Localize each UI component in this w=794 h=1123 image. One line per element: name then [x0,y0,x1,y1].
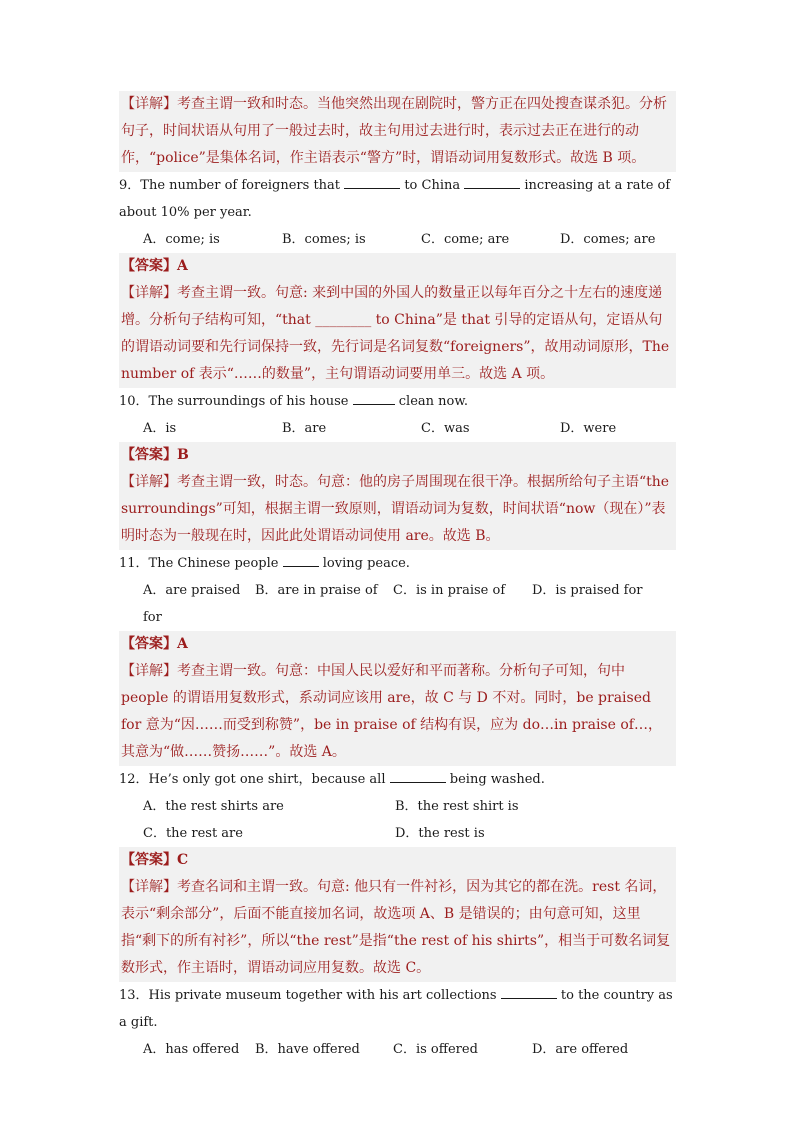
question-text: 13．His private museum together with his art collections [119,988,497,1003]
option-c: C．was [421,421,470,436]
question-11 [119,550,676,577]
answer-label: 【答案】A [121,636,188,652]
answer-q11 [119,631,676,658]
explanation-q10: 【详解】考查主谓一致，时态。句意：他的房子周围现在很干净。根据所给句子主语“the surroundings”可知，根据主谓一致原则，谓语动词为复数，时间状语“now（现在）”表明时态为一般现在时，因此此处谓语动词使用 are。故选 B。 [119,469,676,550]
explanation-q11: 【详解】考查主谓一致。句意：中国人民以爱好和平而著称。分析句子可知，句中 people 的谓语用复数形式，系动词应该用 are，故 C 与 D 不对。同时，be praised for 意为“因……而受到称赞”，be in praise of 结构有误，应为 do…in praise of…，其意为“做……赞扬……”。故选 A。 [119,658,676,766]
option-c: C．come; are [421,232,510,247]
option-a: A．has offered [143,1042,240,1057]
explanation-q8: 【详解】考查主谓一致和时态。当他突然出现在剧院时，警方正在四处搜查谋杀犯。分析句子，时间状语从句用了一般过去时，故主句用过去进行时，表示过去正在进行的动作，“police”是集体名词，作主语表示“警方”时，谓语动词用复数形式。故选 B 项。 [119,91,676,172]
question-13 [119,982,676,1036]
answer-label: 【答案】C [121,852,189,868]
question-10 [119,388,676,415]
option-a: A．the rest shirts are [143,799,284,814]
answer-blank [390,770,446,783]
question-text: clean now. [398,394,469,409]
option-b: B．are in praise of [255,583,378,598]
question-text: 9．The number of foreigners that [119,178,341,193]
option-d: D．the rest is [395,826,485,841]
option-c: C．the rest are [143,826,243,841]
options-q12-row1 [119,793,676,820]
option-d: D．is praised for [532,583,643,598]
answer-q12 [119,847,676,874]
document-page [119,91,676,1063]
option-a: A．is [143,421,177,436]
option-b: B．comes; is [282,232,366,247]
answer-blank [464,176,520,189]
answer-label: 【答案】B [121,447,189,463]
option-d: D．are offered [532,1042,629,1057]
option-c: C．is offered [393,1042,478,1057]
option-c: C．is in praise of [393,583,506,598]
answer-blank [344,176,400,189]
question-9 [119,172,676,226]
question-text: 11．The Chinese people [119,556,279,571]
question-text: 10．The surroundings of his house [119,394,349,409]
option-b: B．have offered [255,1042,360,1057]
options-q12-row2 [119,820,676,847]
answer-blank [501,986,557,999]
question-text: being washed. [449,772,545,787]
option-b: B．the rest shirt is [395,799,519,814]
question-text: increasing at a rate of about 10% per year. [119,178,671,220]
answer-blank [283,554,319,567]
option-b: B．are [282,421,327,436]
question-12 [119,766,676,793]
options-q10 [119,415,676,442]
options-q9 [119,226,676,253]
answer-q9 [119,253,676,280]
explanation-q12: 【详解】考查名词和主谓一致。句意: 他只有一件衬衫，因为其它的都在洗。rest 名词，表示“剩余部分”，后面不能直接加名词，故选项 A、B 是错误的；由句意可知，这里指“剩下的所有衬衫”，所以“the rest”是指“the rest of his shirts”，相当于可数名词复数形式，作主语时，谓语动词应用复数。故选 C。 [119,874,676,982]
option-d: D．comes; are [560,232,656,247]
question-text: to China [404,178,461,193]
options-q13 [119,1036,676,1063]
option-a: A．are praised for [143,583,241,625]
question-text: 12．He’s only got one shirt，because all [119,772,386,787]
question-text: loving peace. [322,556,410,571]
answer-blank [353,392,395,405]
answer-label: 【答案】A [121,258,188,274]
explanation-q9: 【详解】考查主谓一致。句意: 来到中国的外国人的数量正以每年百分之十左右的速度递增。分析句子结构可知，“that ________ to China”是 that 引导的定语从句，定语从句的谓语动词要和先行词保持一致，先行词是名词复数“foreigners”，故用动词原形，The number of 表示“……的数量”，主句谓语动词要用单三。故选 A 项。 [119,280,676,388]
option-d: D．were [560,421,617,436]
question-text: to the country as a gift. [119,988,673,1030]
option-a: A．come; is [143,232,220,247]
options-q11 [119,577,676,631]
answer-q10 [119,442,676,469]
